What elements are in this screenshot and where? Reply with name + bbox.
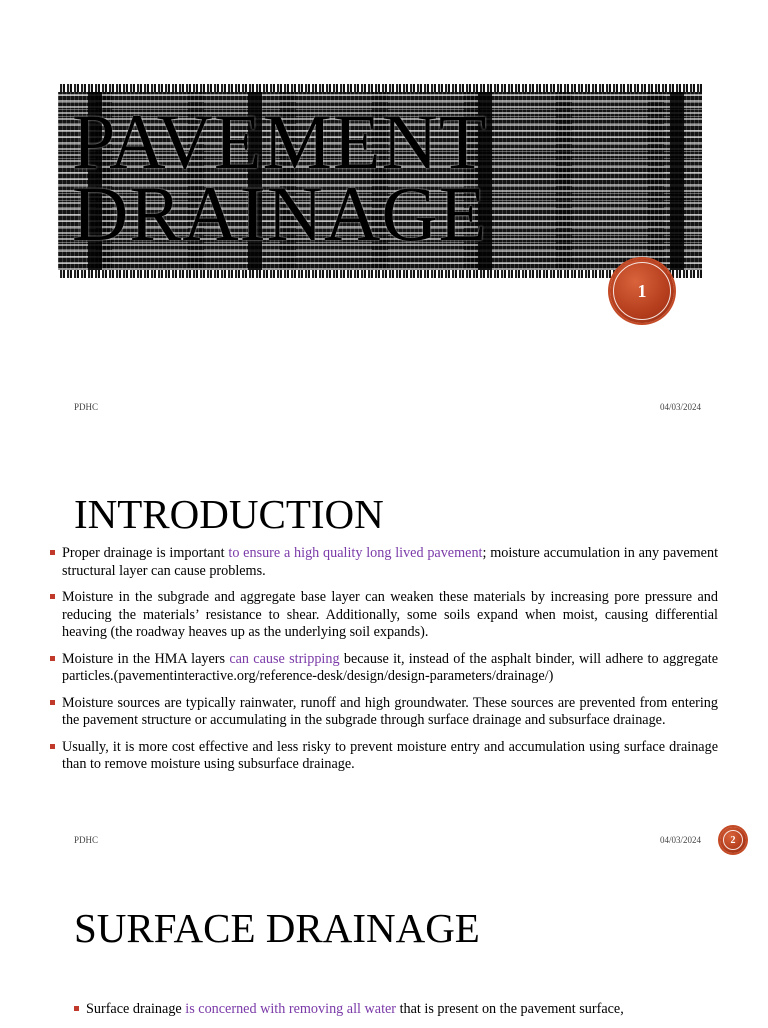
bullet-list [50,545,718,783]
bullet-marker [50,550,55,555]
page-number: 2 [730,834,736,846]
bullet-item [50,695,718,730]
bullet-highlight-text: can cause stripping [229,650,340,667]
banner-bottom-edge [58,270,702,278]
bullet-item [50,589,718,642]
bullet-text: that is present on the pavement surface, [396,1001,624,1017]
bullet-marker [50,594,55,599]
slide-heading: INTRODUCTION [74,491,384,537]
banner-top-edge [58,84,702,92]
bullet-text: because it, instead of the asphalt binder, will adhere to aggregate particles.(pavementinteractive.org/reference-desk/design/design-parameters/drainage/) [62,650,719,684]
bullet-item [50,651,718,686]
footer-left-text: PDHC [74,835,99,845]
slide-heading: SURFACE DRAINAGE [74,905,480,951]
slide-title-line1: PAVEMENT [72,98,488,185]
bullet-highlight-text: is concerned with removing all water [185,1001,397,1017]
banner-texture-bar [670,92,684,270]
bullet-marker [74,1006,79,1011]
page-number-badge [610,259,674,323]
page-number-badge [720,827,746,853]
bullet-text: ; moisture accumulation in any pavement structural layer can cause problems. [62,545,719,579]
bullet-text: Surface drainage [86,1001,186,1017]
bullet-marker [50,656,55,661]
bullet-text: Moisture in the HMA layers [62,650,230,667]
bullet-text: Proper drainage is important [62,545,229,561]
slide-title-line2: DRAINAGE [72,170,488,257]
slide-title [72,98,488,257]
bullet-marker [50,700,55,705]
bullet-item [74,1001,718,1019]
bullet-text: Moisture in the subgrade and aggregate base layer can weaken these materials by increasing pore pressure and reducing the materials’ resistance to shear. Additionally, some soils expand when moist, causing differential heaving (the roadway heaves up as the underlying soil expands). [62,589,718,640]
footer-left-text: PDHC [74,402,99,412]
bullet-text: Moisture sources are typically rainwater, runoff and high groundwater. These sources are prevented from entering the pavement structure or accumulating in the subgrade through surface drainage and subsurface drainage. [62,694,718,728]
surface-drainage-slide [0,860,768,1024]
bullet-item [50,739,718,774]
introduction-slide [0,430,768,860]
title-slide [0,0,768,430]
bullet-marker [50,744,55,749]
footer-date: 04/03/2024 [660,835,702,845]
page-number: 1 [637,280,647,301]
bullet-highlight-text: to ensure a high quality long lived pavement [228,545,483,561]
bullet-text: Usually, it is more cost effective and less risky to prevent moisture entry and accumulation using surface drainage than to remove moisture using subsurface drainage. [62,738,718,772]
bullet-item [50,545,718,580]
footer-date: 04/03/2024 [660,402,702,412]
title-banner [58,84,702,278]
